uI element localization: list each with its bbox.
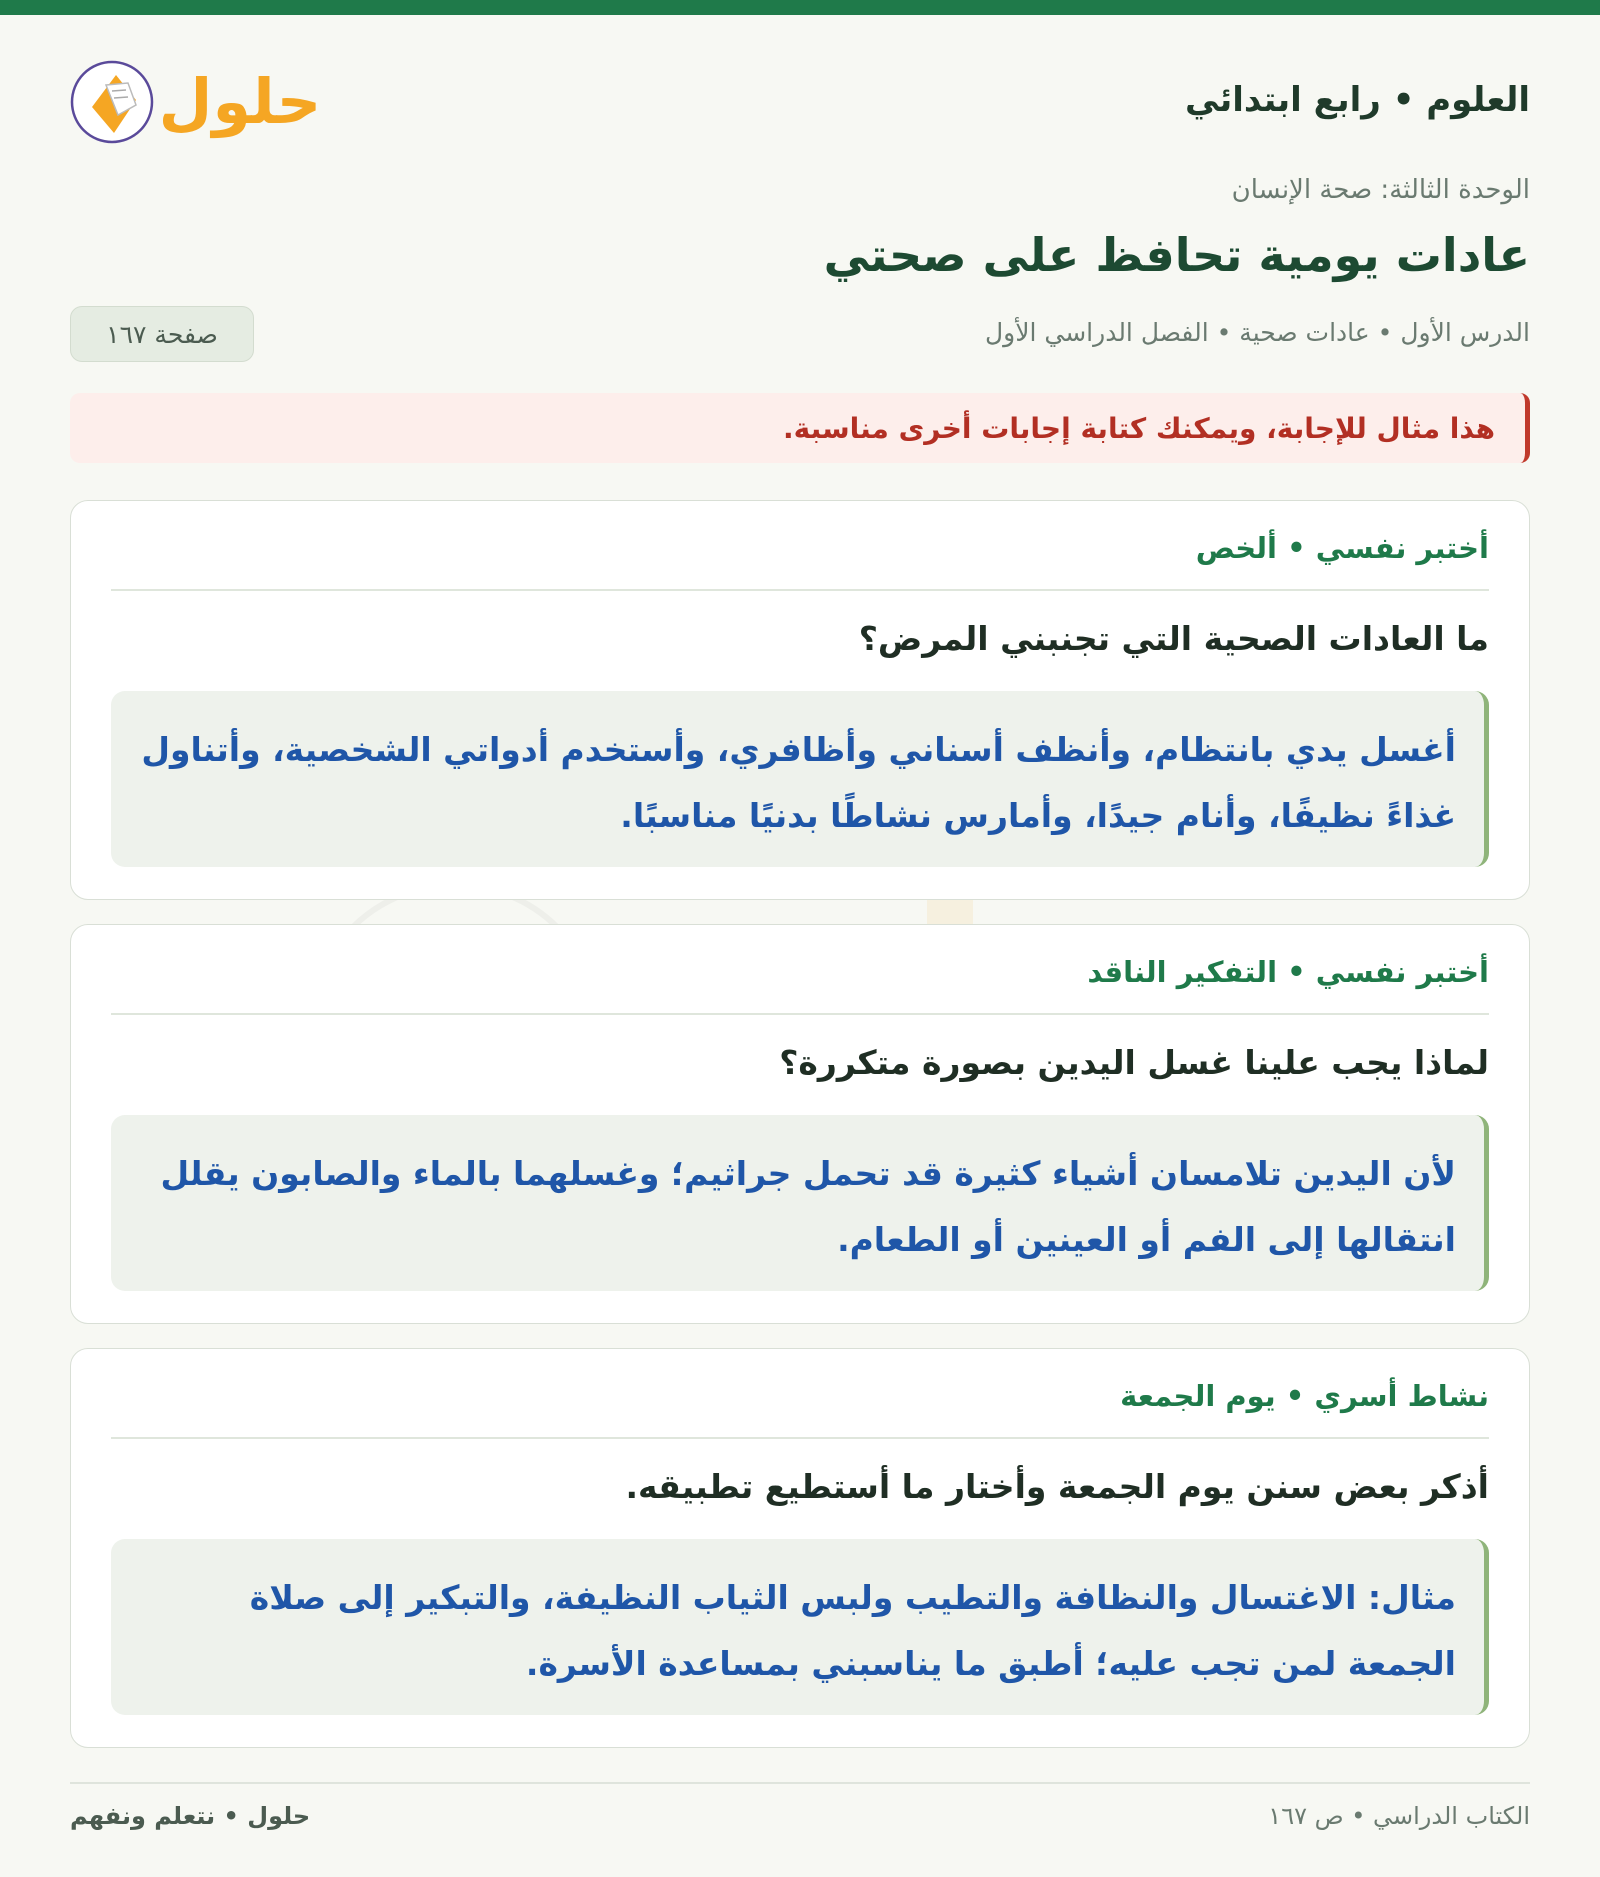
card-answer: أغسل يدي بانتظام، وأنظف أسناني وأظافري، وأستخدم أدواتي الشخصية، وأتناول غذاءً نظيفًا، وأنام جيدًا، وأمارس نشاطًا بدنيًا مناسبًا. [111,691,1489,867]
answer-notice: هذا مثال للإجابة، ويمكنك كتابة إجابات أخرى مناسبة. [70,393,1530,463]
card-label: أختبر نفسي • التفكير الناقد [111,955,1489,1015]
top-accent-bar [0,0,1600,15]
lesson-meta: الدرس الأول • عادات صحية • الفصل الدراسي الأول [985,318,1530,347]
card-answer: لأن اليدين تلامسان أشياء كثيرة قد تحمل جراثيم؛ وغسلهما بالماء والصابون يقلل انتقالها إلى الفم أو العينين أو الطعام. [111,1115,1489,1291]
hulul-logo-icon [70,45,330,155]
card-label: أختبر نفسي • ألخص [111,531,1489,591]
card-question: لماذا يجب علينا غسل اليدين بصورة متكررة؟ [779,1043,1489,1082]
lesson-title: عادات يومية تحافظ على صحتي [823,228,1530,282]
page-number-badge: صفحة ١٦٧ [70,306,254,362]
footer-divider [70,1782,1530,1784]
footer-book-reference: الكتاب الدراسي • ص ١٦٧ [1268,1802,1530,1830]
question-card [70,500,1530,900]
question-card [70,924,1530,1324]
footer-brand: حلول • نتعلم ونفهم [70,1802,311,1830]
unit-label: الوحدة الثالثة: صحة الإنسان [1231,175,1530,205]
card-answer: مثال: الاغتسال والنظافة والتطيب ولبس الثياب النظيفة، والتبكير إلى صلاة الجمعة لمن تجب عليه؛ أطبق ما يناسبني بمساعدة الأسرة. [111,1539,1489,1715]
card-question: أذكر بعض سنن يوم الجمعة وأختار ما أستطيع تطبيقه. [625,1467,1489,1506]
card-question: ما العادات الصحية التي تجنبني المرض؟ [858,619,1489,658]
question-card [70,1348,1530,1748]
subject-title: العلوم • رابع ابتدائي [1185,80,1530,120]
page-header [70,45,1530,175]
card-label: نشاط أسري • يوم الجمعة [111,1379,1489,1439]
svg-text:حلول: حلول [158,65,322,138]
